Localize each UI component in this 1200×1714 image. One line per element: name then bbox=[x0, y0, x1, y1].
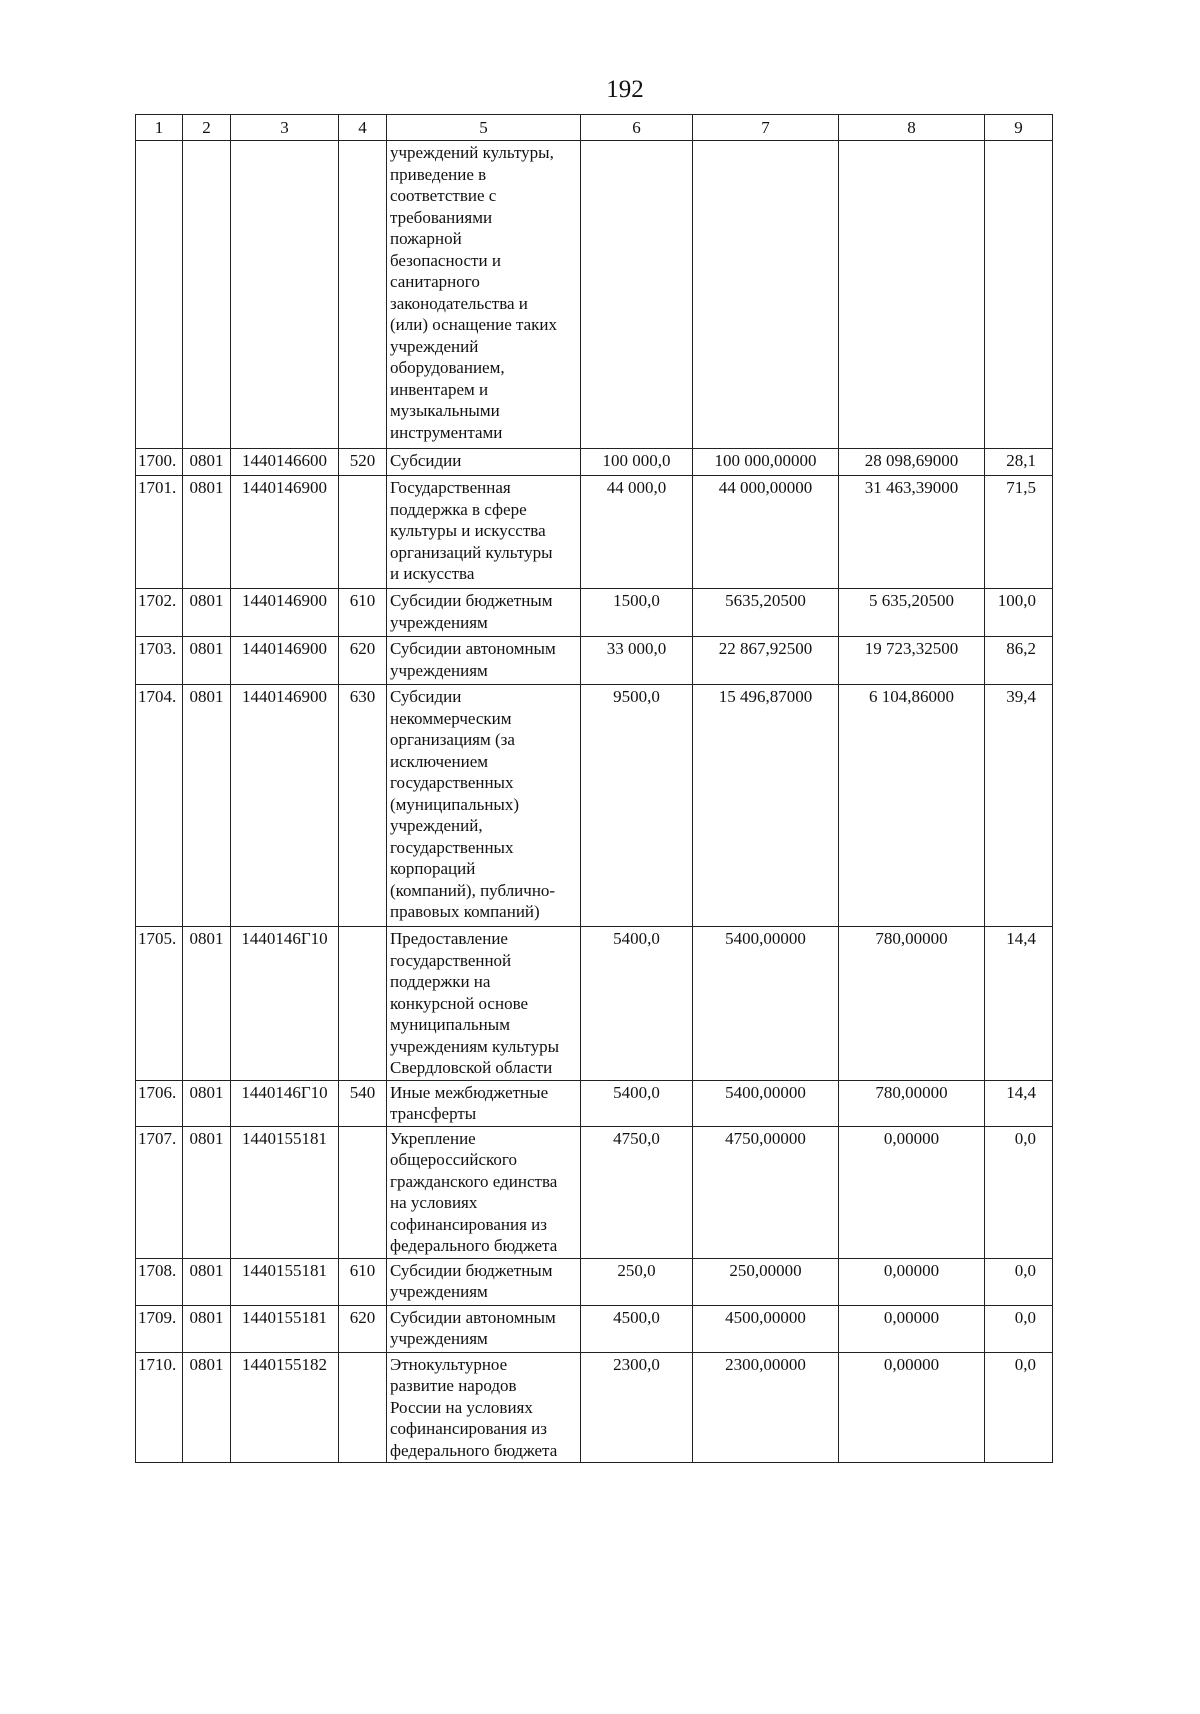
cell-col-1: 1701. bbox=[136, 476, 183, 589]
cell-col-3: 1440146900 bbox=[231, 685, 339, 927]
cell-col-3: 1440155182 bbox=[231, 1352, 339, 1463]
cell-col-6: 33 000,0 bbox=[581, 637, 693, 685]
column-header-5: 5 bbox=[387, 115, 581, 141]
cell-col-6: 4750,0 bbox=[581, 1126, 693, 1258]
cell-col-2: 0801 bbox=[183, 589, 231, 637]
cell-col-4 bbox=[339, 1126, 387, 1258]
cell-col-3: 1440155181 bbox=[231, 1126, 339, 1258]
table-row bbox=[136, 449, 1053, 476]
cell-col-3 bbox=[231, 141, 339, 449]
page-number: 192 bbox=[606, 76, 644, 103]
cell-col-7: 4750,00000 bbox=[693, 1126, 839, 1258]
cell-col-3: 1440155181 bbox=[231, 1305, 339, 1352]
cell-col-8 bbox=[839, 141, 985, 449]
budget-table bbox=[135, 114, 1053, 1463]
table-row bbox=[136, 637, 1053, 685]
cell-col-9: 71,5 bbox=[985, 476, 1053, 589]
cell-col-1: 1704. bbox=[136, 685, 183, 927]
table-row bbox=[136, 1126, 1053, 1258]
cell-col-8: 0,00000 bbox=[839, 1305, 985, 1352]
cell-col-6: 44 000,0 bbox=[581, 476, 693, 589]
table-row bbox=[136, 476, 1053, 589]
cell-col-5: Государственная поддержка в сфере культуры и искусства организаций культуры и искусства bbox=[387, 476, 581, 589]
cell-col-4: 610 bbox=[339, 589, 387, 637]
cell-col-6: 5400,0 bbox=[581, 1080, 693, 1126]
cell-col-8: 780,00000 bbox=[839, 927, 985, 1081]
cell-col-2: 0801 bbox=[183, 1126, 231, 1258]
cell-col-4 bbox=[339, 141, 387, 449]
column-header-4: 4 bbox=[339, 115, 387, 141]
cell-col-1: 1710. bbox=[136, 1352, 183, 1463]
column-header-8: 8 bbox=[839, 115, 985, 141]
cell-col-8: 31 463,39000 bbox=[839, 476, 985, 589]
cell-col-8: 780,00000 bbox=[839, 1080, 985, 1126]
cell-col-1: 1700. bbox=[136, 449, 183, 476]
cell-col-6: 1500,0 bbox=[581, 589, 693, 637]
cell-col-5: Иные межбюджетные трансферты bbox=[387, 1080, 581, 1126]
cell-col-1: 1705. bbox=[136, 927, 183, 1081]
table-row bbox=[136, 1080, 1053, 1126]
cell-col-5: Этнокультурное развитие народов России на условиях софинансирования из федерального бюджета bbox=[387, 1352, 581, 1463]
column-header-7: 7 bbox=[693, 115, 839, 141]
cell-col-8: 6 104,86000 bbox=[839, 685, 985, 927]
cell-col-2: 0801 bbox=[183, 476, 231, 589]
cell-col-2: 0801 bbox=[183, 1352, 231, 1463]
cell-col-3: 1440146Г10 bbox=[231, 927, 339, 1081]
cell-col-1: 1706. bbox=[136, 1080, 183, 1126]
cell-col-3: 1440146600 bbox=[231, 449, 339, 476]
cell-col-9: 0,0 bbox=[985, 1305, 1053, 1352]
cell-col-7: 100 000,00000 bbox=[693, 449, 839, 476]
cell-col-4: 540 bbox=[339, 1080, 387, 1126]
cell-col-7: 4500,00000 bbox=[693, 1305, 839, 1352]
cell-col-9: 14,4 bbox=[985, 927, 1053, 1081]
cell-col-1: 1702. bbox=[136, 589, 183, 637]
cell-col-7: 44 000,00000 bbox=[693, 476, 839, 589]
cell-col-9: 100,0 bbox=[985, 589, 1053, 637]
cell-col-4: 620 bbox=[339, 637, 387, 685]
cell-col-5: Субсидии автономным учреждениям bbox=[387, 637, 581, 685]
cell-col-2 bbox=[183, 141, 231, 449]
cell-col-7: 22 867,92500 bbox=[693, 637, 839, 685]
cell-col-3: 1440146900 bbox=[231, 589, 339, 637]
cell-col-5: Укрепление общероссийского гражданского единства на условиях софинансирования из федерального бюджета bbox=[387, 1126, 581, 1258]
cell-col-7: 15 496,87000 bbox=[693, 685, 839, 927]
cell-col-9: 0,0 bbox=[985, 1258, 1053, 1305]
cell-col-4: 620 bbox=[339, 1305, 387, 1352]
cell-col-8: 19 723,32500 bbox=[839, 637, 985, 685]
cell-col-4: 520 bbox=[339, 449, 387, 476]
cell-col-9: 14,4 bbox=[985, 1080, 1053, 1126]
cell-col-4 bbox=[339, 1352, 387, 1463]
cell-col-9: 86,2 bbox=[985, 637, 1053, 685]
cell-col-5: Субсидии автономным учреждениям bbox=[387, 1305, 581, 1352]
cell-col-9 bbox=[985, 141, 1053, 449]
table-row bbox=[136, 927, 1053, 1081]
cell-col-8: 0,00000 bbox=[839, 1352, 985, 1463]
cell-col-6: 250,0 bbox=[581, 1258, 693, 1305]
cell-col-8: 0,00000 bbox=[839, 1258, 985, 1305]
column-header-2: 2 bbox=[183, 115, 231, 141]
cell-col-7 bbox=[693, 141, 839, 449]
table-row bbox=[136, 1305, 1053, 1352]
cell-col-5: Субсидии бюджетным учреждениям bbox=[387, 589, 581, 637]
cell-col-2: 0801 bbox=[183, 1258, 231, 1305]
column-header-6: 6 bbox=[581, 115, 693, 141]
cell-col-8: 28 098,69000 bbox=[839, 449, 985, 476]
cell-col-3: 1440146Г10 bbox=[231, 1080, 339, 1126]
cell-col-3: 1440146900 bbox=[231, 637, 339, 685]
table-row bbox=[136, 1258, 1053, 1305]
cell-col-7: 250,00000 bbox=[693, 1258, 839, 1305]
cell-col-2: 0801 bbox=[183, 685, 231, 927]
cell-col-1 bbox=[136, 141, 183, 449]
cell-col-6: 4500,0 bbox=[581, 1305, 693, 1352]
cell-col-6: 5400,0 bbox=[581, 927, 693, 1081]
column-header-1: 1 bbox=[136, 115, 183, 141]
cell-col-1: 1709. bbox=[136, 1305, 183, 1352]
cell-col-4 bbox=[339, 927, 387, 1081]
cell-col-5: Субсидии некоммерческим организациям (за исключением государственных (муниципальных) учреждений, государственных корпораций (компаний), публично- правовых компаний) bbox=[387, 685, 581, 927]
cell-col-4: 630 bbox=[339, 685, 387, 927]
cell-col-9: 0,0 bbox=[985, 1352, 1053, 1463]
cell-col-7: 5400,00000 bbox=[693, 1080, 839, 1126]
column-header-3: 3 bbox=[231, 115, 339, 141]
cell-col-2: 0801 bbox=[183, 449, 231, 476]
cell-col-9: 28,1 bbox=[985, 449, 1053, 476]
cell-col-4: 610 bbox=[339, 1258, 387, 1305]
cell-col-6: 9500,0 bbox=[581, 685, 693, 927]
header-row bbox=[136, 115, 1053, 141]
cell-col-6 bbox=[581, 141, 693, 449]
cell-col-3: 1440146900 bbox=[231, 476, 339, 589]
cell-col-8: 5 635,20500 bbox=[839, 589, 985, 637]
cell-col-5: Предоставление государственной поддержки на конкурсной основе муниципальным учреждениям культуры Свердловской области bbox=[387, 927, 581, 1081]
cell-col-4 bbox=[339, 476, 387, 589]
table-row bbox=[136, 685, 1053, 927]
cell-col-1: 1703. bbox=[136, 637, 183, 685]
cell-col-5: Субсидии бюджетным учреждениям bbox=[387, 1258, 581, 1305]
cell-col-8: 0,00000 bbox=[839, 1126, 985, 1258]
cell-col-2: 0801 bbox=[183, 1080, 231, 1126]
cell-col-6: 100 000,0 bbox=[581, 449, 693, 476]
cell-col-5: учреждений культуры, приведение в соответствие с требованиями пожарной безопасности и санитарного законодательства и (или) оснащение таких учреждений оборудованием, инвентарем и музыкальными инструментами bbox=[387, 141, 581, 449]
table-row bbox=[136, 141, 1053, 449]
cell-col-7: 5635,20500 bbox=[693, 589, 839, 637]
column-header-9: 9 bbox=[985, 115, 1053, 141]
cell-col-9: 0,0 bbox=[985, 1126, 1053, 1258]
cell-col-9: 39,4 bbox=[985, 685, 1053, 927]
cell-col-3: 1440155181 bbox=[231, 1258, 339, 1305]
cell-col-2: 0801 bbox=[183, 1305, 231, 1352]
cell-col-5: Субсидии bbox=[387, 449, 581, 476]
cell-col-2: 0801 bbox=[183, 637, 231, 685]
cell-col-1: 1708. bbox=[136, 1258, 183, 1305]
table-row bbox=[136, 1352, 1053, 1463]
cell-col-6: 2300,0 bbox=[581, 1352, 693, 1463]
cell-col-7: 2300,00000 bbox=[693, 1352, 839, 1463]
cell-col-2: 0801 bbox=[183, 927, 231, 1081]
table-row bbox=[136, 589, 1053, 637]
cell-col-7: 5400,00000 bbox=[693, 927, 839, 1081]
cell-col-1: 1707. bbox=[136, 1126, 183, 1258]
